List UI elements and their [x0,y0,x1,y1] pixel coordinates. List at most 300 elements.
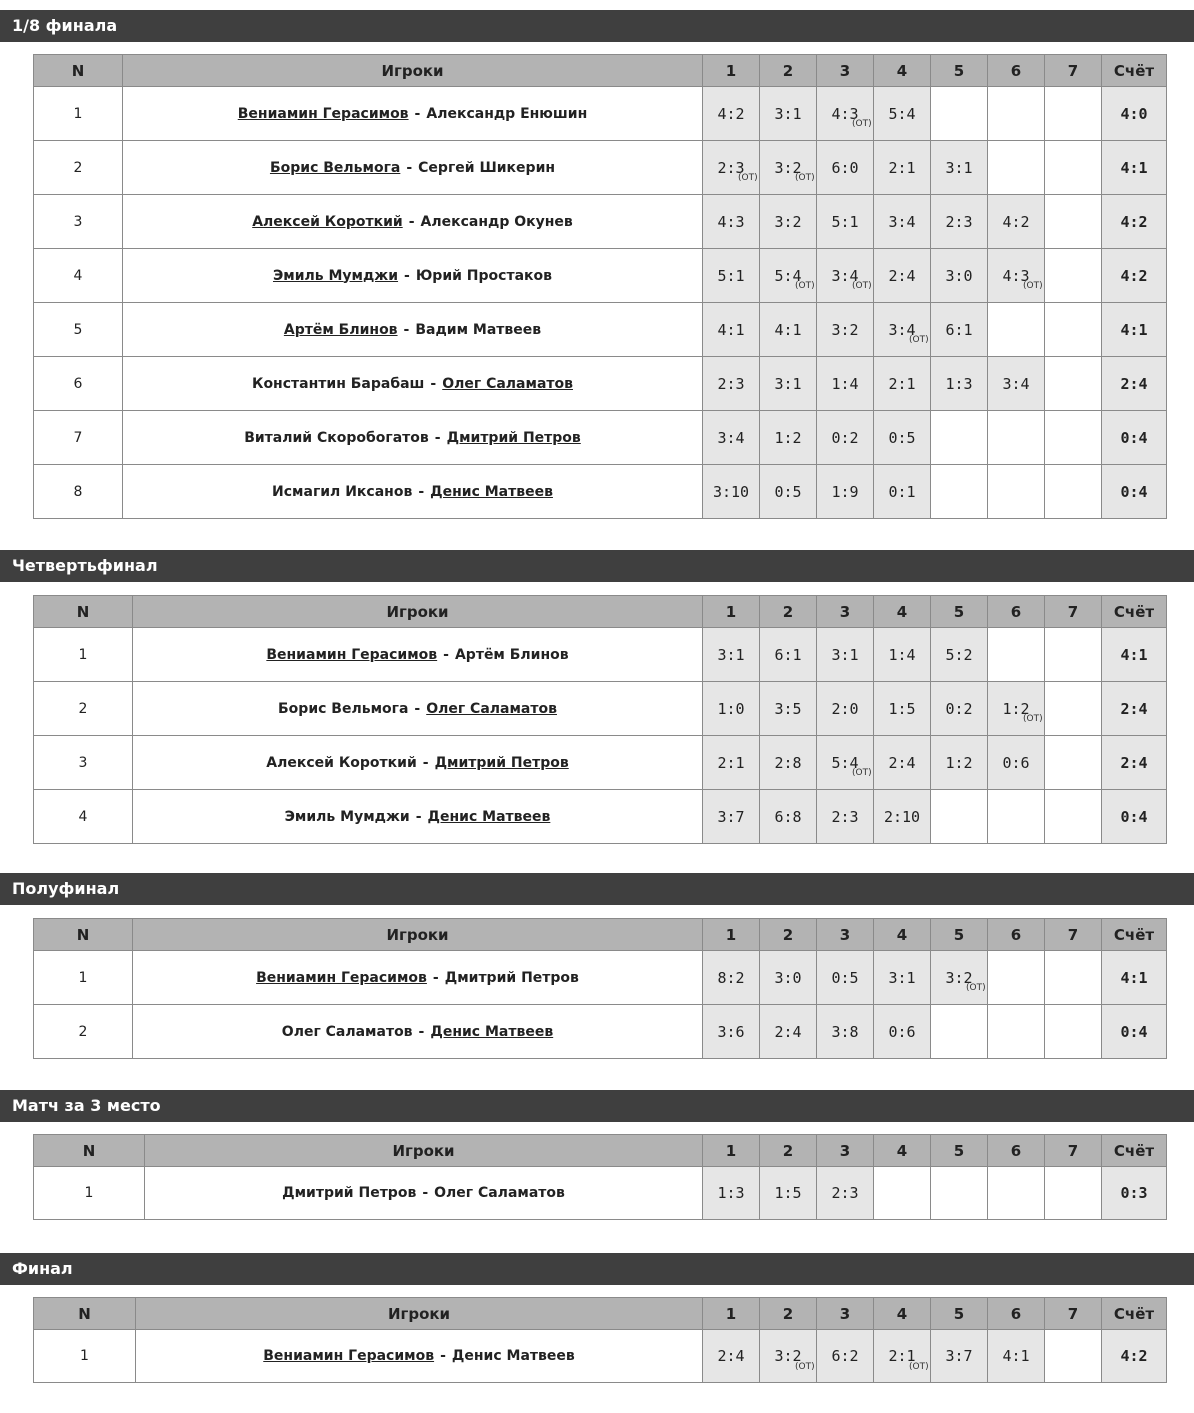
set-score-value: 2:3 [717,374,745,393]
set-1-score [703,141,760,195]
set-6-score [988,1167,1045,1220]
set-6-score [988,1005,1045,1059]
player-1-name: Артём Блинов [283,321,398,338]
match-players [145,1167,703,1220]
match-total-score: 4:2 [1102,249,1167,303]
set-2-score [760,682,817,736]
set-1-score [703,465,760,519]
set-2-score [760,87,817,141]
match-number: 1 [34,951,133,1005]
set-score-value: 1:5 [888,699,916,718]
set-score-value: 3:8 [831,1022,859,1041]
match-number: 4 [34,249,123,303]
set-score-value: 4:3 [717,212,745,231]
player-1-name: Виталий Скоробогатов [244,429,429,446]
set-2-score [760,1005,817,1059]
set-5-score [931,249,988,303]
column-header-set-3: 3 [817,1298,874,1330]
overtime-note: (ОТ) [1023,281,1043,291]
column-header-n: N [34,55,123,87]
match-row [34,141,1167,195]
set-5-score [931,303,988,357]
set-5-score [931,465,988,519]
match-row [34,628,1167,682]
set-4-score [874,87,931,141]
set-score-value: 3:7 [945,1347,973,1365]
players-separator: - [406,159,413,176]
player-1-name: Алексей Короткий [252,213,403,230]
match-row [34,465,1167,519]
results-table-round-of-16 [33,54,1167,519]
set-score-value: 5:4 [831,753,859,772]
column-header-set-7: 7 [1045,1298,1102,1330]
column-header-n: N [34,1135,145,1167]
set-4-score [874,357,931,411]
set-score-value: 3:6 [717,1022,745,1041]
set-4-score [874,790,931,844]
set-6-score [988,357,1045,411]
set-score-value: 1:0 [717,699,745,718]
overtime-note: (ОТ) [738,173,758,183]
column-header-set-7: 7 [1045,919,1102,951]
players-separator: - [432,969,439,986]
set-score-value: 2:0 [831,699,859,718]
set-3-score [817,951,874,1005]
player-1-name: Вениамин Герасимов [256,969,427,986]
header-row [34,919,1167,951]
set-2-score [760,249,817,303]
set-score-value: 3:2 [774,1347,802,1365]
match-number: 1 [34,1167,145,1220]
set-score-value: 3:2 [774,212,802,231]
set-7-score [1045,682,1102,736]
player-1-name: Константин Барабаш [252,375,425,392]
players-separator: - [408,213,415,230]
stage-header-round-of-16 [0,10,1194,42]
player-2-name: Дмитрий Петров [446,429,581,446]
set-6-score [988,411,1045,465]
column-header-set-4: 4 [874,1298,931,1330]
set-score-value: 2:4 [888,266,916,285]
column-header-set-2: 2 [760,596,817,628]
column-header-set-3: 3 [817,596,874,628]
column-header-total: Счёт [1102,596,1167,628]
set-score-value: 3:5 [774,699,802,718]
set-score-value: 3:1 [774,104,802,123]
set-score-value: 3:1 [888,968,916,987]
column-header-set-4: 4 [874,596,931,628]
set-5-score [931,195,988,249]
set-5-score [931,141,988,195]
set-1-score [703,249,760,303]
column-header-set-4: 4 [874,1135,931,1167]
header-row [34,1135,1167,1167]
set-score-value: 2:1 [717,753,745,772]
match-number: 2 [34,1005,133,1059]
header-row [34,55,1167,87]
match-row [34,736,1167,790]
set-6-score [988,951,1045,1005]
set-2-score [760,411,817,465]
set-score-value: 4:1 [717,320,745,339]
column-header-set-3: 3 [817,55,874,87]
player-1-name: Вениамин Герасимов [266,646,438,663]
set-6-score [988,628,1045,682]
overtime-note: (ОТ) [852,281,872,291]
column-header-n: N [34,919,133,951]
results-table-third-place [33,1134,1167,1220]
set-7-score [1045,87,1102,141]
column-header-set-2: 2 [760,1298,817,1330]
match-players [123,357,703,411]
set-1-score [703,736,760,790]
results-table-quarterfinal [33,595,1167,844]
set-6-score [988,141,1045,195]
set-3-score [817,87,874,141]
match-players [133,628,703,682]
column-header-players: Игроки [123,55,703,87]
set-3-score [817,1005,874,1059]
set-score-value: 1:9 [831,482,859,501]
set-score-value: 3:1 [831,645,859,664]
player-2-name: Денис Матвеев [427,808,551,825]
column-header-set-5: 5 [931,919,988,951]
set-3-score [817,1167,874,1220]
match-row [34,682,1167,736]
column-header-set-5: 5 [931,1135,988,1167]
match-players [123,303,703,357]
set-4-score [874,303,931,357]
set-6-score [988,790,1045,844]
column-header-set-6: 6 [988,919,1045,951]
set-7-score [1045,411,1102,465]
stage-title: Полуфинал [12,879,120,898]
overtime-note: (ОТ) [795,1362,815,1372]
player-2-name: Артём Блинов [454,646,569,663]
set-1-score [703,682,760,736]
set-6-score [988,87,1045,141]
header-row [34,596,1167,628]
set-3-score [817,357,874,411]
match-row [34,249,1167,303]
column-header-set-2: 2 [760,919,817,951]
set-3-score [817,249,874,303]
column-header-set-5: 5 [931,1298,988,1330]
players-separator: - [434,429,441,446]
match-total-score: 0:3 [1102,1167,1167,1220]
match-number: 3 [34,736,133,790]
match-number: 1 [34,1330,136,1383]
player-2-name: Дмитрий Петров [434,754,569,771]
match-number: 1 [34,87,123,141]
stage-header-final [0,1253,1194,1285]
players-separator: - [415,808,422,825]
set-7-score [1045,736,1102,790]
set-1-score [703,303,760,357]
match-players [133,682,703,736]
set-score-value: 2:3 [831,1184,859,1202]
set-3-score [817,141,874,195]
stage-header-third-place [0,1090,1194,1122]
set-score-value: 0:6 [888,1022,916,1041]
player-1-name: Вениамин Герасимов [263,1348,435,1364]
column-header-players: Игроки [133,919,703,951]
set-5-score [931,1005,988,1059]
set-4-score [874,736,931,790]
set-7-score [1045,790,1102,844]
set-score-value: 5:2 [945,645,973,664]
match-total-score: 2:4 [1102,736,1167,790]
players-separator: - [440,1348,446,1364]
set-5-score [931,1330,988,1383]
players-separator: - [403,321,410,338]
column-header-set-3: 3 [817,1135,874,1167]
match-players [123,195,703,249]
stage-title: 1/8 финала [12,16,118,35]
set-score-value: 1:4 [831,374,859,393]
match-total-score: 4:1 [1102,951,1167,1005]
column-header-set-6: 6 [988,55,1045,87]
set-7-score [1045,249,1102,303]
set-score-value: 3:0 [945,266,973,285]
header-row [34,1298,1167,1330]
set-5-score [931,87,988,141]
match-row [34,1005,1167,1059]
match-players [123,249,703,303]
column-header-set-6: 6 [988,1298,1045,1330]
match-players [133,790,703,844]
players-separator: - [414,105,421,122]
column-header-players: Игроки [133,596,703,628]
overtime-note: (ОТ) [852,119,872,129]
set-score-value: 1:2 [1002,699,1030,718]
match-number: 8 [34,465,123,519]
column-header-total: Счёт [1102,55,1167,87]
set-6-score [988,736,1045,790]
set-5-score [931,951,988,1005]
set-4-score [874,411,931,465]
set-1-score [703,1330,760,1383]
column-header-set-5: 5 [931,55,988,87]
player-2-name: Олег Саламатов [426,700,557,717]
set-2-score [760,1330,817,1383]
set-2-score [760,1167,817,1220]
column-header-set-7: 7 [1045,596,1102,628]
player-2-name: Сергей Шикерин [418,159,556,176]
player-1-name: Олег Саламатов [281,1023,413,1040]
set-score-value: 3:10 [712,482,750,501]
set-4-score [874,465,931,519]
stage-title: Матч за 3 место [12,1096,161,1115]
set-6-score [988,1330,1045,1383]
match-number: 2 [34,141,123,195]
match-total-score: 0:4 [1102,411,1167,465]
match-total-score: 0:4 [1102,465,1167,519]
set-7-score [1045,951,1102,1005]
set-score-value: 1:5 [774,1184,802,1202]
overtime-note: (ОТ) [795,281,815,291]
players-separator: - [418,483,425,500]
match-total-score: 4:1 [1102,303,1167,357]
match-row [34,195,1167,249]
match-total-score: 4:2 [1102,195,1167,249]
set-7-score [1045,141,1102,195]
match-row [34,87,1167,141]
overtime-note: (ОТ) [909,1362,929,1372]
players-separator: - [422,1185,429,1201]
overtime-note: (ОТ) [795,173,815,183]
set-4-score [874,195,931,249]
set-score-value: 2:1 [888,374,916,393]
set-score-value: 8:2 [717,968,745,987]
column-header-set-2: 2 [760,1135,817,1167]
set-4-score [874,682,931,736]
set-score-value: 6:0 [831,158,859,177]
set-2-score [760,195,817,249]
set-5-score [931,628,988,682]
match-row [34,1167,1167,1220]
set-7-score [1045,357,1102,411]
set-4-score [874,141,931,195]
column-header-total: Счёт [1102,919,1167,951]
set-1-score [703,1005,760,1059]
set-4-score [874,1005,931,1059]
match-total-score: 4:0 [1102,87,1167,141]
player-2-name: Денис Матвеев [430,1023,554,1040]
set-score-value: 2:1 [888,1347,916,1365]
set-score-value: 2:8 [774,753,802,772]
set-score-value: 0:6 [1002,753,1030,772]
column-header-players: Игроки [136,1298,703,1330]
player-1-name: Борис Вельмога [278,700,409,717]
match-number: 6 [34,357,123,411]
set-score-value: 1:2 [774,428,802,447]
set-4-score [874,628,931,682]
player-1-name: Вениамин Герасимов [237,105,409,122]
column-header-set-1: 1 [703,919,760,951]
player-2-name: Александр Окунев [420,213,573,230]
match-row [34,790,1167,844]
set-score-value: 3:2 [945,968,973,987]
set-7-score [1045,1330,1102,1383]
set-6-score [988,682,1045,736]
player-2-name: Олег Саламатов [434,1185,565,1201]
set-3-score [817,1330,874,1383]
set-1-score [703,411,760,465]
match-row [34,303,1167,357]
set-3-score [817,736,874,790]
match-total-score: 4:2 [1102,1330,1167,1383]
set-1-score [703,1167,760,1220]
set-6-score [988,249,1045,303]
player-1-name: Эмиль Мумджи [284,808,410,825]
set-1-score [703,195,760,249]
set-score-value: 6:2 [831,1347,859,1365]
set-5-score [931,736,988,790]
column-header-set-7: 7 [1045,1135,1102,1167]
match-total-score: 2:4 [1102,357,1167,411]
set-score-value: 3:4 [888,320,916,339]
set-score-value: 2:4 [717,1347,745,1365]
players-separator: - [422,754,429,771]
player-2-name: Вадим Матвеев [415,321,542,338]
set-5-score [931,790,988,844]
set-7-score [1045,303,1102,357]
column-header-total: Счёт [1102,1298,1167,1330]
set-score-value: 4:2 [717,104,745,123]
players-separator: - [414,700,421,717]
set-7-score [1045,1005,1102,1059]
match-total-score: 2:4 [1102,682,1167,736]
set-score-value: 4:3 [1002,266,1030,285]
match-number: 7 [34,411,123,465]
set-score-value: 0:1 [888,482,916,501]
set-score-value: 2:4 [888,753,916,772]
column-header-set-1: 1 [703,1135,760,1167]
set-2-score [760,628,817,682]
set-3-score [817,790,874,844]
player-2-name: Дмитрий Петров [444,969,579,986]
set-score-value: 3:4 [1002,374,1030,393]
players-separator: - [404,267,410,284]
player-2-name: Денис Матвеев [430,483,553,500]
set-2-score [760,951,817,1005]
set-5-score [931,1167,988,1220]
set-3-score [817,195,874,249]
set-6-score [988,195,1045,249]
set-3-score [817,411,874,465]
match-number: 3 [34,195,123,249]
match-row [34,411,1167,465]
set-1-score [703,790,760,844]
set-score-value: 2:3 [717,158,745,177]
overtime-note: (ОТ) [909,335,929,345]
players-separator: - [418,1023,425,1040]
overtime-note: (ОТ) [966,983,986,993]
player-2-name: Олег Саламатов [442,375,573,392]
column-header-total: Счёт [1102,1135,1167,1167]
set-score-value: 3:7 [717,807,745,826]
column-header-set-7: 7 [1045,55,1102,87]
results-table-final [33,1297,1167,1383]
column-header-set-1: 1 [703,55,760,87]
column-header-set-2: 2 [760,55,817,87]
column-header-set-6: 6 [988,596,1045,628]
player-1-name: Дмитрий Петров [282,1185,417,1201]
set-score-value: 5:1 [717,266,745,285]
set-score-value: 5:4 [774,266,802,285]
set-3-score [817,628,874,682]
column-header-set-3: 3 [817,919,874,951]
set-7-score [1045,628,1102,682]
column-header-set-1: 1 [703,596,760,628]
player-1-name: Алексей Короткий [266,754,417,771]
stage-title: Четвертьфинал [12,556,158,575]
match-number: 2 [34,682,133,736]
set-score-value: 1:4 [888,645,916,664]
set-2-score [760,303,817,357]
match-row [34,1330,1167,1383]
set-score-value: 0:5 [774,482,802,501]
set-score-value: 3:0 [774,968,802,987]
set-score-value: 5:1 [831,212,859,231]
stage-title: Финал [12,1259,73,1278]
set-2-score [760,790,817,844]
set-1-score [703,951,760,1005]
set-score-value: 4:1 [1002,1347,1030,1365]
match-total-score: 4:1 [1102,141,1167,195]
set-score-value: 5:4 [888,104,916,123]
